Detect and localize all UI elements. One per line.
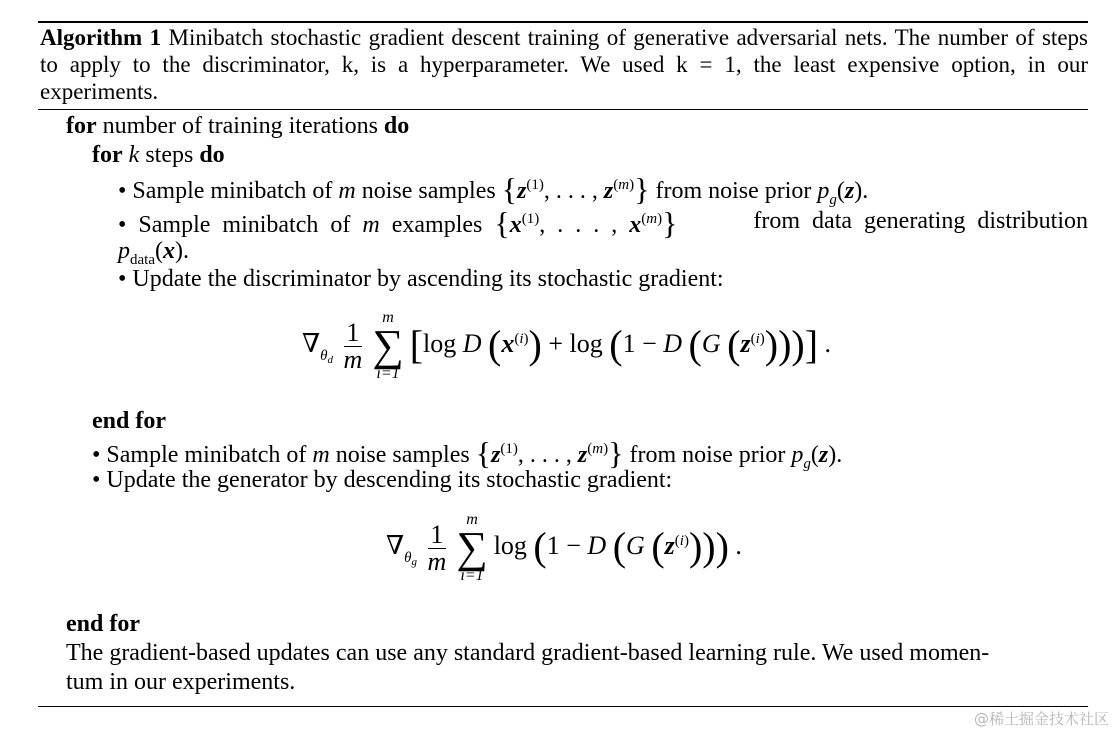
inner-for-line xyxy=(92,141,225,169)
step2-dist: $p_{data}(x)$. xyxy=(118,238,189,268)
step2-prefix: Sample minibatch of xyxy=(138,212,351,238)
bullet: • xyxy=(92,467,101,493)
step-sample-data xyxy=(118,207,1088,242)
inner-for-var: k xyxy=(128,142,140,168)
end-inner-for xyxy=(92,407,166,435)
bullet: • xyxy=(118,266,127,292)
step2-var: m xyxy=(362,212,380,238)
step4-var: m xyxy=(312,442,330,468)
step4-suffix: from noise prior xyxy=(629,442,786,468)
step1-prior: $p_g(z)$. xyxy=(817,178,869,208)
discriminator-gradient-equation: $\nabla_{\theta_d}$ $\frac{1}{m}$ m ∑ i=1 [log D $(x^{(i)}) + \log (1 - D$ (G $(z^{(i)})$))] . xyxy=(302,309,832,382)
bullet: • xyxy=(92,442,101,468)
step1-prefix: Sample minibatch of xyxy=(132,178,333,204)
step1-var: m xyxy=(338,178,356,204)
end-outer-for xyxy=(66,610,140,638)
bottom-rule xyxy=(38,706,1088,707)
step2-set: {$x^{(1)}$, . . . , $x^{(m)}$} xyxy=(494,205,678,241)
step2-mid: examples xyxy=(391,212,483,238)
outer-for-line xyxy=(66,112,409,140)
step1-set: {$z^{(1)}$, . . . , $z^{(m)}$} xyxy=(501,171,650,207)
outer-for-keyword: for xyxy=(66,113,97,139)
step4-prior: $p_g(z)$. xyxy=(791,442,843,472)
outer-do-keyword: do xyxy=(383,113,410,139)
bullet: • xyxy=(118,178,127,204)
step5-text: Update the generator by descending its stochastic gradient: xyxy=(106,467,673,493)
footer-line-2: tum in our experiments. xyxy=(66,669,296,695)
outer-for-text: number of training iterations xyxy=(102,113,378,139)
footer-line-1: The gradient-based updates can use any standard gradient-based learning rule. We used momen- xyxy=(66,640,990,666)
step3-text: Update the discriminator by ascending its stochastic gradient: xyxy=(132,266,724,292)
step-sample-noise-1 xyxy=(118,173,868,208)
step-update-discriminator xyxy=(118,265,724,293)
end-inner-keyword: end for xyxy=(92,408,166,434)
caption-text: Minibatch stochastic gradient descent training of generative adversarial nets. The number of steps to apply to the discriminator, k, is a hyperparameter. We used k = 1, the least expensive option, in our experiments. xyxy=(40,25,1088,104)
inner-do-keyword: do xyxy=(199,142,225,168)
end-outer-keyword: end for xyxy=(66,611,140,637)
inner-for-text: steps xyxy=(145,142,194,168)
step2-suffix: from data generating distribution xyxy=(753,208,1088,234)
watermark: @稀土掘金技术社区 xyxy=(973,710,1109,728)
step4-prefix: Sample minibatch of xyxy=(106,442,307,468)
step1-suffix: from noise prior xyxy=(655,178,812,204)
bullet: • xyxy=(118,212,127,238)
caption-label: Algorithm 1 xyxy=(40,25,162,50)
step-update-generator xyxy=(92,466,672,494)
step4-set: {$z^{(1)}$, . . . , $z^{(m)}$} xyxy=(475,435,624,471)
caption-rule xyxy=(38,109,1088,110)
step1-mid: noise samples xyxy=(361,178,496,204)
step4-mid: noise samples xyxy=(335,442,470,468)
inner-for-keyword: for xyxy=(92,142,123,168)
algorithm-caption xyxy=(40,24,1088,105)
generator-gradient-equation: $\nabla_{\theta_g}$ $\frac{1}{m}$ m ∑ i=1 log (1 − D (G $(z^{(i)})$)) . xyxy=(386,511,742,584)
top-rule xyxy=(38,21,1088,23)
